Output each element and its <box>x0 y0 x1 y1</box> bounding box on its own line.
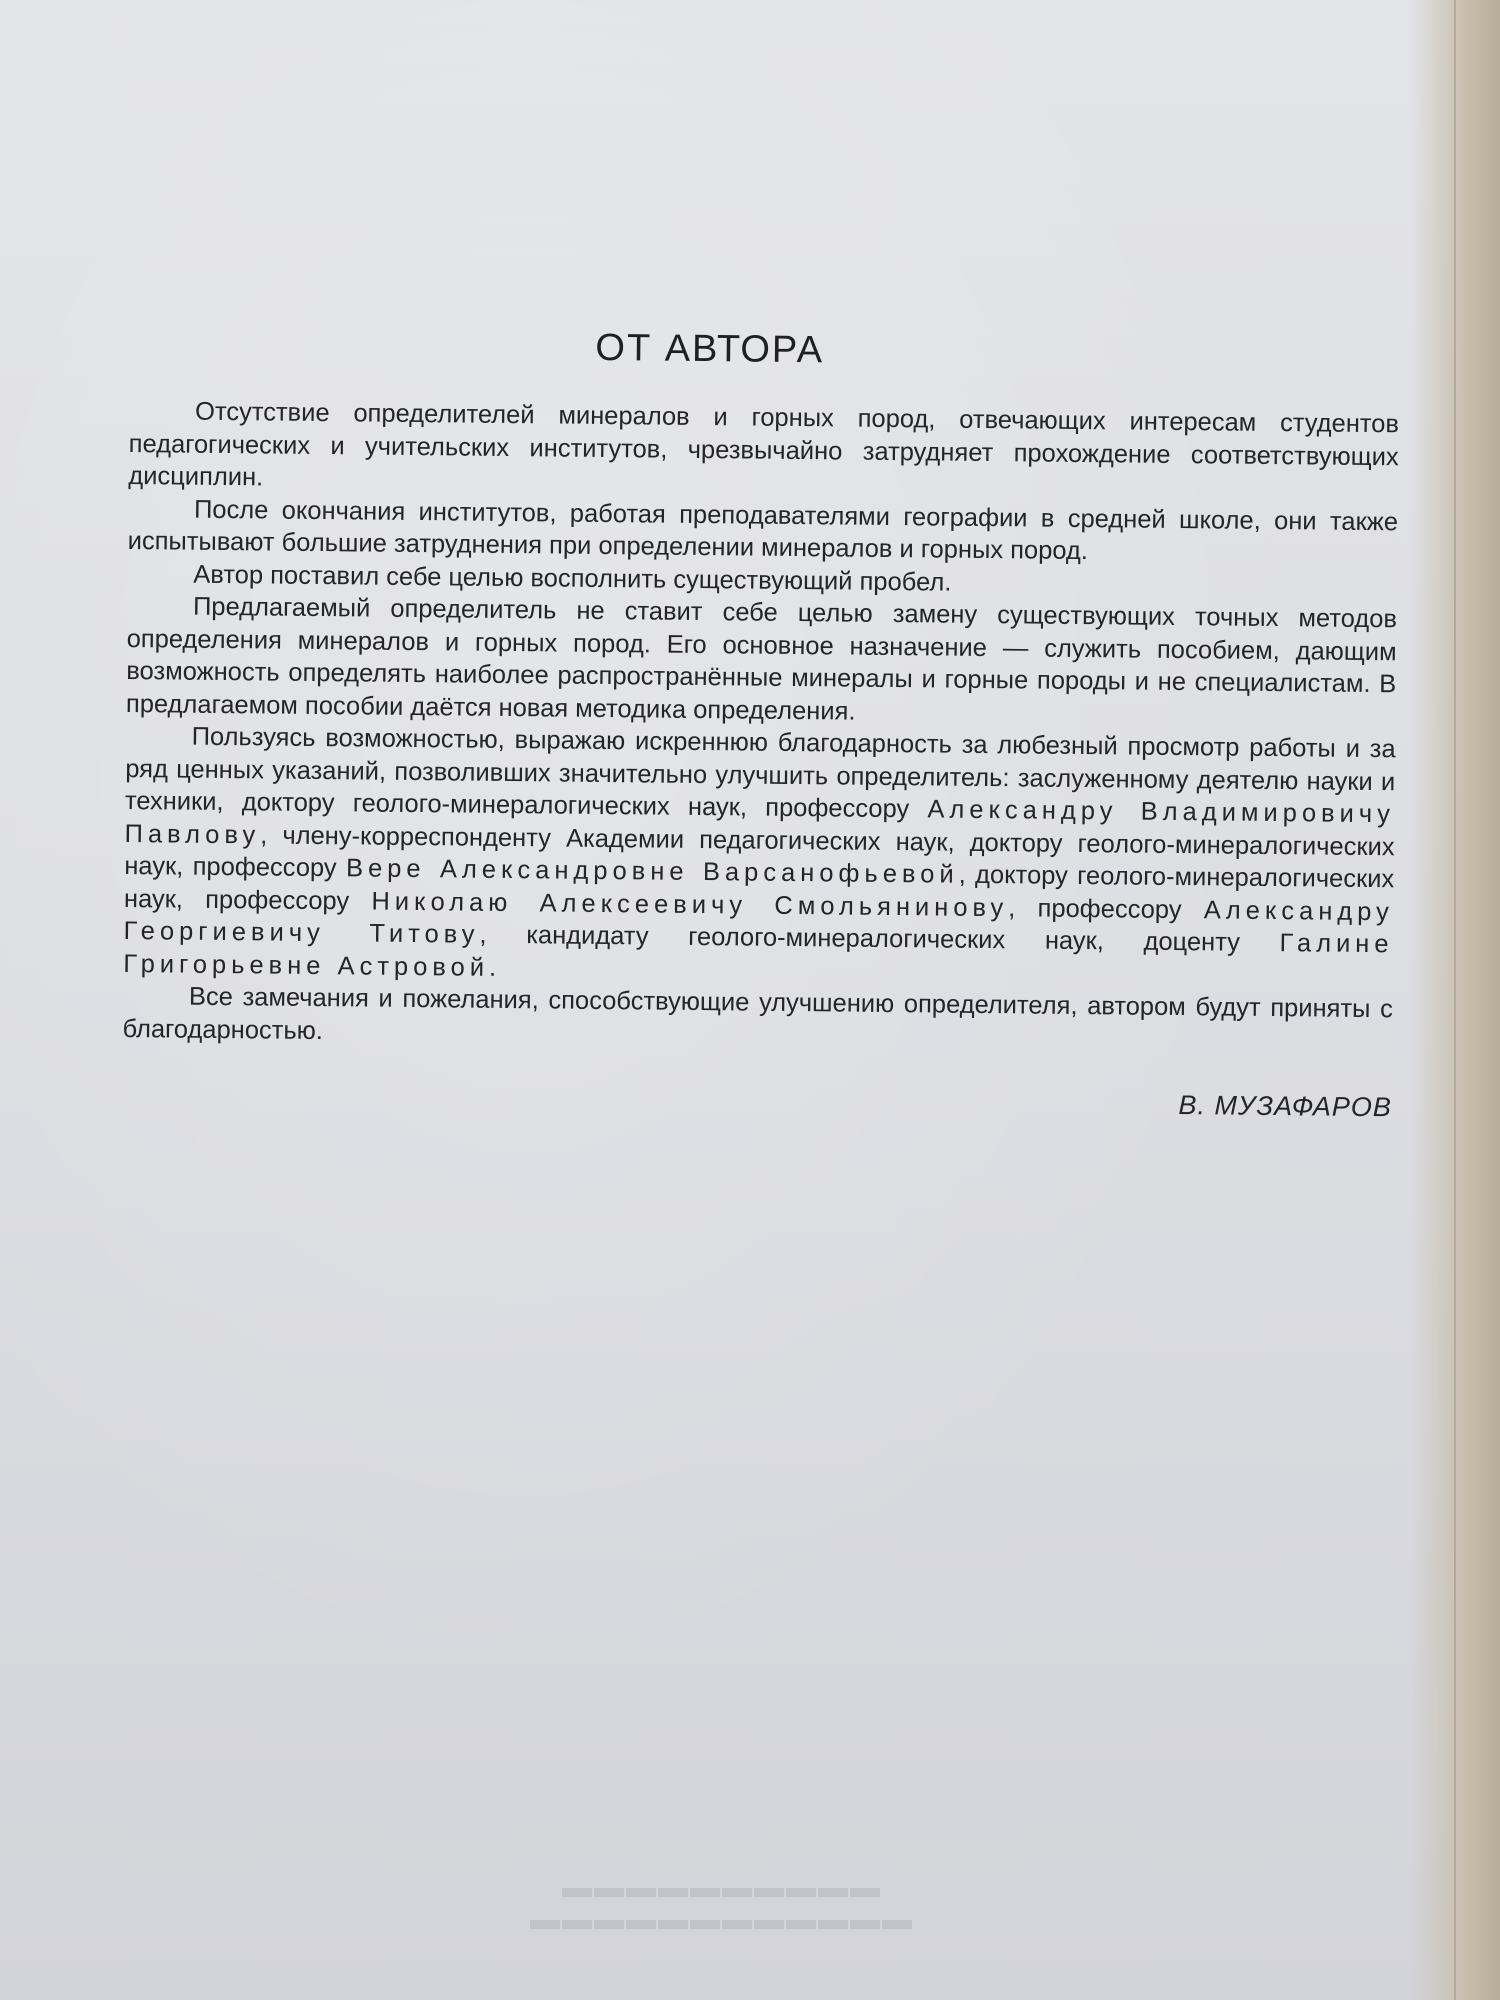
ack-text: Пользуясь возможностью, выражаю искреннюю благодарность за любезный просмотр работы и за ряд ценных указаний, позволивших значительно улучшить определитель: заслуженному деятелю науки и техники, доктору геолого-минералогических наук, профессору <box>124 722 1396 824</box>
paragraph-4: Предлагаемый определитель не ставит себе целью замену существующих точных методов определения минералов и горных пород. Его основное назначение — служить пособием, дающим возможность определять наиболее распространённые минералы и горные породы и не специалистам. В предлагаемом пособии даётся новая методика определения. <box>125 592 1398 726</box>
paragraph-3: Автор поставил себе целью восполнить существующий пробел. <box>193 560 952 597</box>
ack-name-titov: Александру Георгиевичу Титову <box>123 895 1395 949</box>
ack-name-varsanofieva: Вере Александровне Варсанофьевой <box>345 854 959 889</box>
ack-name-pavlov: Александру Владимировичу Павлову <box>124 795 1396 849</box>
preface-block <box>122 322 1400 1123</box>
ack-name-smolyaninov: Николаю Алексеевичу Смольянинову <box>371 887 1009 922</box>
paragraph-5-acknowledgements <box>123 720 1396 993</box>
page-edge-line <box>1454 0 1456 2000</box>
ack-name-astrova: Галине Григорьевне Астровой <box>123 929 1394 982</box>
page-title: ОТ АВТОРА <box>595 326 825 372</box>
ack-text: , кандидату геолого-минералогических наук, доценту <box>479 920 1280 958</box>
bleed-through-shadow: ▬▬▬▬▬▬▬▬▬▬ ▬▬▬▬▬▬▬▬▬▬▬▬ <box>528 1871 912 1936</box>
paragraph-1: Отсутствие определителей минералов и горных пород, отвечающих интересам студентов педагогических и учительских институтов, чрезвычайно затрудняет прохождение соответствующих дисциплин. <box>128 397 1400 492</box>
ack-text: , доктору геолого-минералогических наук, профессору <box>123 860 1395 916</box>
author-signature: В. МУЗАФАРОВ <box>1178 1090 1393 1123</box>
ack-text: , профессору <box>1008 893 1204 924</box>
ack-text: , члену-корреспонденту Академии педагогических наук, доктору геолого-минералогических наук, профессору <box>124 820 1395 883</box>
paragraph-6: Все замечания и пожелания, способствующие улучшению определителя, автором будут приняты с благодарностью. <box>122 982 1394 1045</box>
ack-text: . <box>488 953 497 982</box>
paragraph-2: После окончания институтов, работая преподавателями географии в средней школе, они также испытывают большие затруднения при определении минералов и горных пород. <box>127 495 1399 566</box>
